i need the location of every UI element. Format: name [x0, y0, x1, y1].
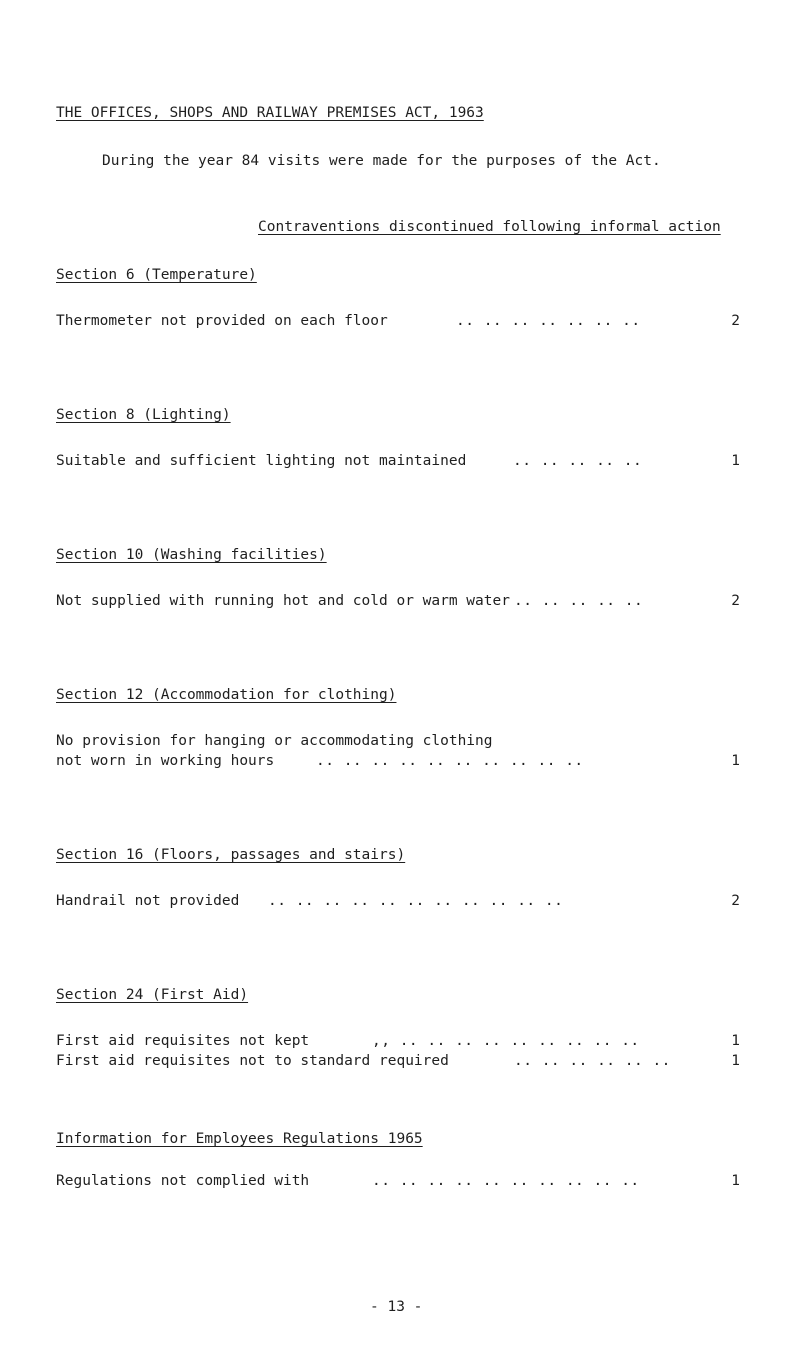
section-heading-washing: Section 10 (Washing facilities) — [56, 547, 327, 563]
row-count: 1 — [731, 753, 740, 769]
leader-dots: .. .. .. .. .. .. .. .. .. .. .. — [268, 893, 564, 909]
section-heading-regulations: Information for Employees Regulations 1965 — [56, 1131, 423, 1147]
section-heading-temperature: Section 6 (Temperature) — [56, 267, 257, 283]
page-title: THE OFFICES, SHOPS AND RAILWAY PREMISES ACT, 1963 — [56, 105, 484, 121]
contravention-row — [56, 1032, 740, 1050]
contravention-row — [56, 452, 740, 470]
row-count: 2 — [731, 593, 740, 609]
row-count: 1 — [731, 453, 740, 469]
row-label: Handrail not provided — [56, 893, 240, 909]
leader-dots: .. .. .. .. .. .. .. .. .. .. — [316, 753, 584, 769]
section-heading-clothing: Section 12 (Accommodation for clothing) — [56, 687, 397, 703]
row-label: not worn in working hours — [56, 753, 275, 769]
contravention-row — [56, 312, 740, 330]
leader-dots: ,, .. .. .. .. .. .. .. .. .. — [372, 1033, 640, 1049]
row-label: First aid requisites not to standard required — [56, 1053, 449, 1069]
column-heading: Contraventions discontinued following informal action — [258, 219, 721, 235]
contravention-row — [56, 752, 740, 770]
row-label: Regulations not complied with — [56, 1173, 310, 1189]
row-label: First aid requisites not kept — [56, 1033, 310, 1049]
contravention-row — [56, 1172, 740, 1190]
section-heading-floors: Section 16 (Floors, passages and stairs) — [56, 847, 406, 863]
contravention-row — [56, 1052, 740, 1070]
row-label: Thermometer not provided on each floor — [56, 313, 388, 329]
row-count: 1 — [731, 1053, 740, 1069]
contravention-row — [56, 892, 740, 910]
leader-dots: .. .. .. .. .. — [513, 453, 643, 469]
row-label: Suitable and sufficient lighting not maintained — [56, 453, 467, 469]
leader-dots: .. .. .. .. .. .. .. .. .. .. — [372, 1173, 640, 1189]
leader-dots: .. .. .. .. .. — [514, 593, 644, 609]
contravention-row — [56, 592, 740, 610]
intro-paragraph: During the year 84 visits were made for the purposes of the Act. — [102, 153, 661, 169]
row-label: Not supplied with running hot and cold or warm water — [56, 593, 510, 609]
section-heading-lighting: Section 8 (Lighting) — [56, 407, 231, 423]
page-number: - 13 - — [370, 1299, 423, 1315]
row-label-line1: No provision for hanging or accommodating clothing — [56, 733, 493, 749]
section-heading-first-aid: Section 24 (First Aid) — [56, 987, 249, 1003]
row-count: 1 — [731, 1173, 740, 1189]
row-count: 2 — [731, 313, 740, 329]
leader-dots: .. .. .. .. .. .. — [514, 1053, 671, 1069]
leader-dots: .. .. .. .. .. .. .. — [456, 313, 641, 329]
row-count: 1 — [731, 1033, 740, 1049]
row-count: 2 — [731, 893, 740, 909]
